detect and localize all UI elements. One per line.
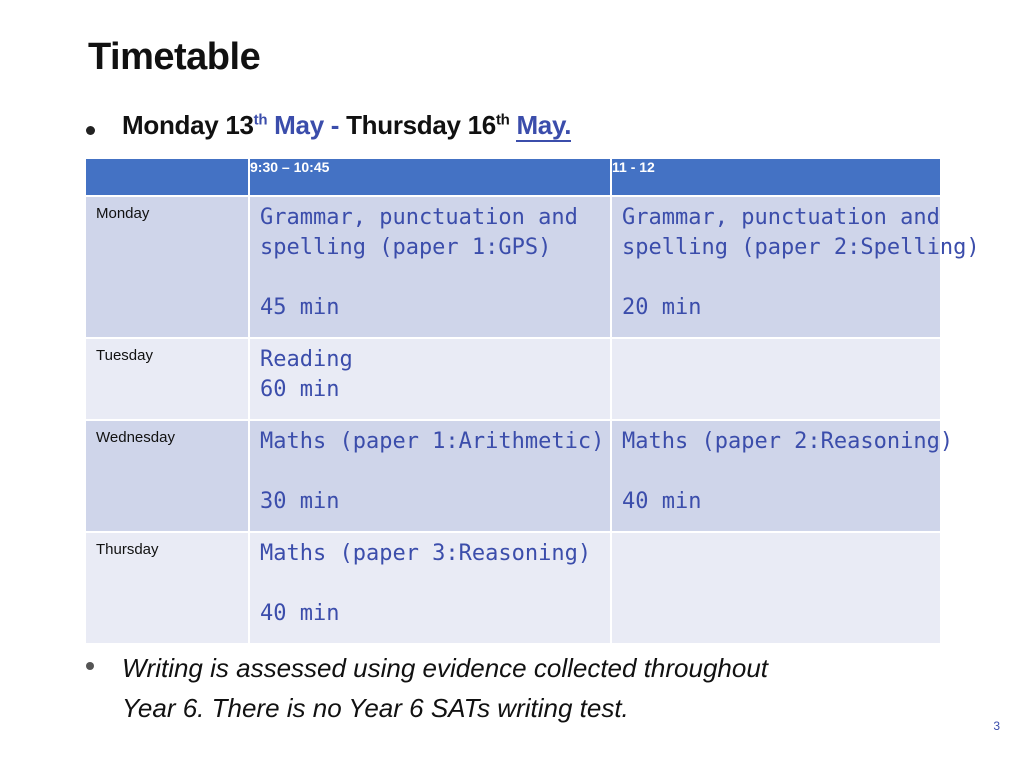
wednesday-slot-2-line-1: Maths (paper 2:Reasoning): [622, 429, 954, 454]
day-cell-tuesday: Tuesday: [85, 338, 249, 420]
thursday-slot-1: [249, 532, 611, 644]
bullet-icon: [86, 126, 95, 135]
tuesday-slot-1-duration: 60 min: [260, 377, 340, 402]
monday-slot-2: [611, 196, 980, 338]
thursday-slot-1-duration: 40 min: [260, 601, 340, 626]
bullet-icon: [86, 662, 94, 670]
writing-note-line-2: Year 6. There is no Year 6 SATs writing test.: [122, 693, 629, 723]
monday-slot-1: [249, 196, 611, 338]
wednesday-slot-1-duration: 30 min: [260, 489, 340, 514]
monday-slot-2-duration: 20 min: [622, 295, 702, 320]
header-slot-1: 9:30 – 10:45: [249, 158, 611, 196]
wednesday-slot-2: [611, 420, 954, 532]
timetable-header-row: [85, 158, 941, 196]
monday-slot-1-duration: 45 min: [260, 295, 340, 320]
start-day: Monday 13: [122, 110, 254, 140]
header-slot-2: 11 - 12: [611, 158, 941, 196]
page-number: 3: [993, 719, 1000, 733]
monday-slot-2-line-2: spelling (paper 2:Spelling): [622, 235, 980, 260]
tuesday-slot-1: [249, 338, 611, 420]
start-month: May -: [274, 110, 340, 140]
day-cell-thursday: Thursday: [85, 532, 249, 644]
writing-note-line-1: Writing is assessed using evidence collected throughout: [122, 653, 769, 683]
day-cell-wednesday: Wednesday: [85, 420, 249, 532]
header-day-cell: [85, 158, 249, 196]
end-day-suffix: th: [495, 111, 510, 129]
writing-note: [122, 648, 882, 728]
monday-slot-1-line-2: spelling (paper 1:GPS): [260, 235, 552, 260]
monday-slot-2-line-1: Grammar, punctuation and: [622, 205, 940, 230]
table-row-monday: [85, 196, 941, 338]
slide-title: Timetable: [88, 36, 261, 78]
monday-slot-1-line-1: Grammar, punctuation and: [260, 205, 578, 230]
day-cell-monday: Monday: [85, 196, 249, 338]
wednesday-slot-1-line-1: Maths (paper 1:Arithmetic): [260, 429, 605, 454]
end-month: May.: [516, 110, 572, 140]
table-row-tuesday: [85, 338, 941, 420]
table-row-thursday: [85, 532, 941, 644]
tuesday-slot-1-line-1: Reading: [260, 347, 353, 372]
thursday-slot-1-line-1: Maths (paper 3:Reasoning): [260, 541, 592, 566]
wednesday-slot-1: [249, 420, 611, 532]
tuesday-slot-2: [611, 338, 941, 420]
table-row-wednesday: [85, 420, 941, 532]
wednesday-slot-2-duration: 40 min: [622, 489, 702, 514]
start-day-suffix: th: [253, 111, 268, 129]
end-day: Thursday 16: [346, 110, 496, 140]
timetable: [84, 157, 980, 645]
thursday-slot-2: [611, 532, 941, 644]
exam-dates: [122, 110, 571, 141]
